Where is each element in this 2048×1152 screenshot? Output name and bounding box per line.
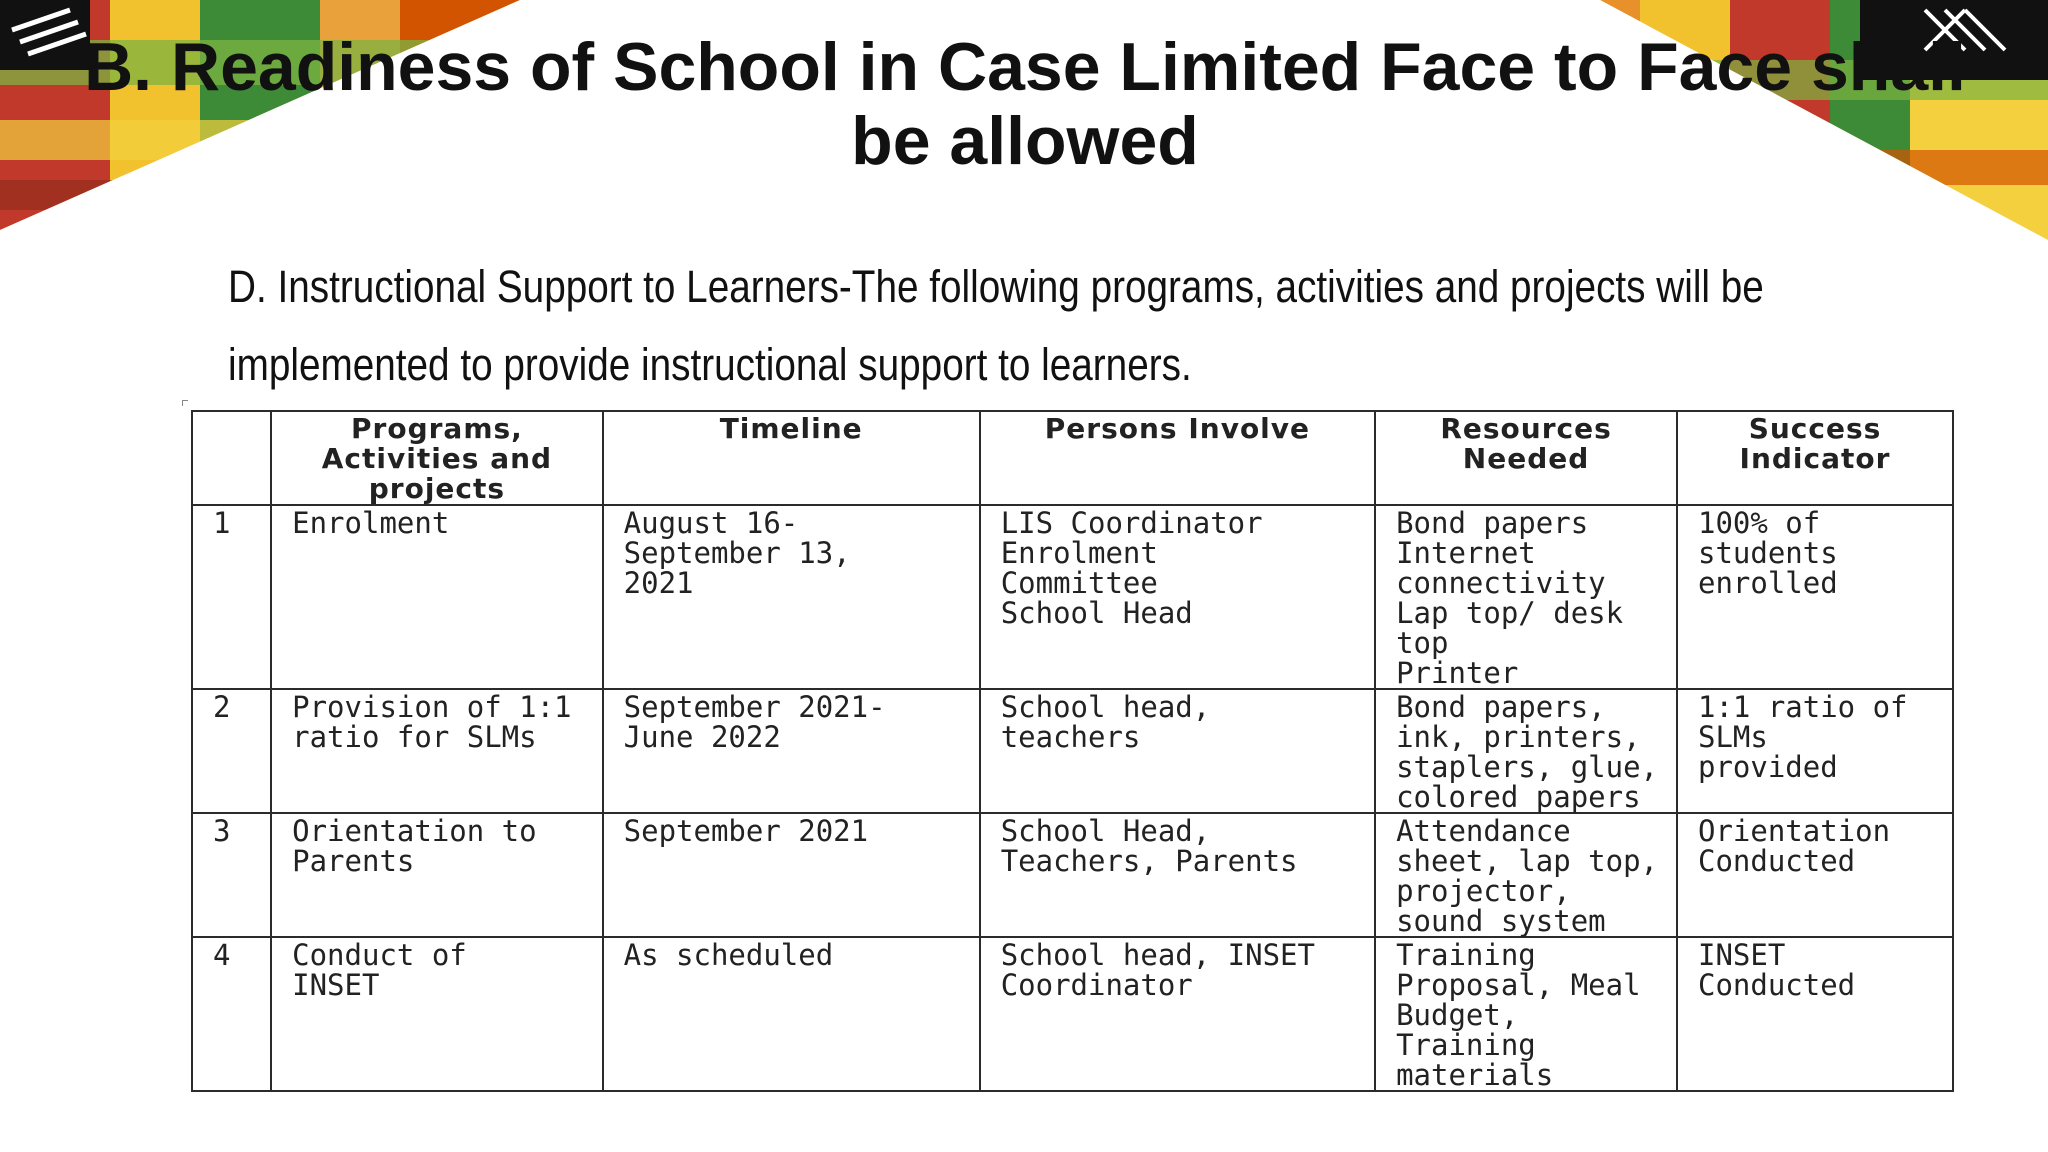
header-programs-line: Activities and [321,442,553,475]
cell-line: June 2022 [623,720,781,754]
cell-line: projector, [1396,874,1571,908]
cell-line: provided [1698,750,1838,784]
cell-line: colored papers [1396,780,1641,814]
cell-persons [980,813,1375,937]
cell-line: Bond papers [1396,506,1589,540]
cell-line: School head, INSET [1000,938,1315,972]
cell-timeline [603,505,980,689]
header-resources [1375,411,1677,505]
cell-line: School Head, [1000,814,1211,848]
cell-line: 2021 [623,566,694,600]
cell-line: September 13, [623,536,851,570]
cell-program [271,937,603,1091]
header-success [1677,411,1953,505]
cell-line: Teachers, Parents [1000,844,1298,878]
cell-timeline [603,937,980,1091]
header-success-line: Success [1748,412,1882,445]
header-timeline-line: Timeline [719,412,863,445]
header-success-line: Indicator [1739,442,1891,475]
cell-line: materials [1396,1058,1554,1092]
cell-line: 100% of [1698,506,1821,540]
intro-line-1: D. Instructional Support to Learners-The following programs, activities and projects will be [228,261,1764,312]
cell-line: SLMs [1698,720,1768,754]
cell-timeline [603,689,980,813]
table-move-handle [182,400,188,406]
cell-line: Orientation [1698,814,1891,848]
cell-line: Enrolment [1000,536,1158,570]
cell-line: Parents [292,844,415,878]
cell-line: Coordinator [1000,968,1193,1002]
cell-line: Conduct of [292,938,467,972]
cell-program [271,813,603,937]
table-row [192,813,1953,937]
cell-number: 2 [192,689,271,813]
header-programs-line: projects [368,472,506,505]
cell-line: ink, printers, [1396,720,1641,754]
cell-line: Training [1396,1028,1536,1062]
cell-line: Proposal, Meal [1396,968,1641,1002]
cell-line: Lap top/ desk [1396,596,1624,630]
cell-persons [980,937,1375,1091]
programs-table [191,410,1954,1092]
header-persons-line: Persons Involve [1044,412,1311,445]
cell-line: Orientation to [292,814,537,848]
cell-line: Bond papers, [1396,690,1606,724]
cell-line: School head, [1000,690,1211,724]
cell-line: Committee [1000,566,1158,600]
cell-number: 4 [192,937,271,1091]
header-persons [980,411,1375,505]
cell-line: Enrolment [292,506,450,540]
cell-success [1677,937,1953,1091]
intro-paragraph [228,248,1931,404]
table-row [192,505,1953,689]
cell-resources [1375,813,1677,937]
cell-resources [1375,505,1677,689]
cell-line: School Head [1000,596,1193,630]
header-timeline [603,411,980,505]
cell-line: LIS Coordinator [1000,506,1263,540]
cell-line: enrolled [1698,566,1838,600]
cell-persons [980,505,1375,689]
cell-line: sheet, lap top, [1396,844,1658,878]
cell-line: Budget, [1396,998,1519,1032]
slide-title [60,30,1990,178]
cell-line: Printer [1396,656,1519,690]
cell-line: As scheduled [623,938,834,972]
cell-line: top [1396,626,1449,660]
header-resources-line: Needed [1462,442,1590,475]
table-row [192,689,1953,813]
cell-persons [980,689,1375,813]
cell-line: Attendance [1396,814,1571,848]
cell-line: Training [1396,938,1536,972]
cell-line: connectivity [1396,566,1606,600]
cell-line: Internet [1396,536,1536,570]
header-programs-line: Programs, [351,412,523,445]
cell-line: Conducted [1698,968,1856,1002]
cell-success [1677,813,1953,937]
cell-resources [1375,937,1677,1091]
cell-timeline [603,813,980,937]
cell-success [1677,689,1953,813]
cell-line: sound system [1396,904,1606,938]
cell-line: teachers [1000,720,1141,754]
table-header-row [192,411,1953,505]
header-programs [271,411,603,505]
cell-success [1677,505,1953,689]
header-number [192,411,271,505]
cell-line: August 16- [623,506,799,540]
cell-resources [1375,689,1677,813]
table-row [192,937,1953,1091]
cell-program [271,505,603,689]
cell-line: September 2021 [623,814,869,848]
cell-line: September 2021- [623,690,886,724]
cell-line: staplers, glue, [1396,750,1658,784]
intro-line-2: implemented to provide instructional support to learners. [228,339,1192,390]
cell-number: 1 [192,505,271,689]
slide-title-line-1: B. Readiness of School in Case Limited Face to Face shall [84,29,1966,105]
cell-line: Provision of 1:1 [292,690,572,724]
cell-line: INSET [1698,938,1786,972]
header-resources-line: Resources [1440,412,1612,445]
cell-line: 1:1 ratio of [1698,690,1908,724]
cell-line: INSET [292,968,380,1002]
cell-program [271,689,603,813]
cell-number: 3 [192,813,271,937]
cell-line: Conducted [1698,844,1856,878]
cell-line: ratio for SLMs [292,720,537,754]
slide-title-line-2: be allowed [851,103,1199,179]
cell-line: students [1698,536,1838,570]
